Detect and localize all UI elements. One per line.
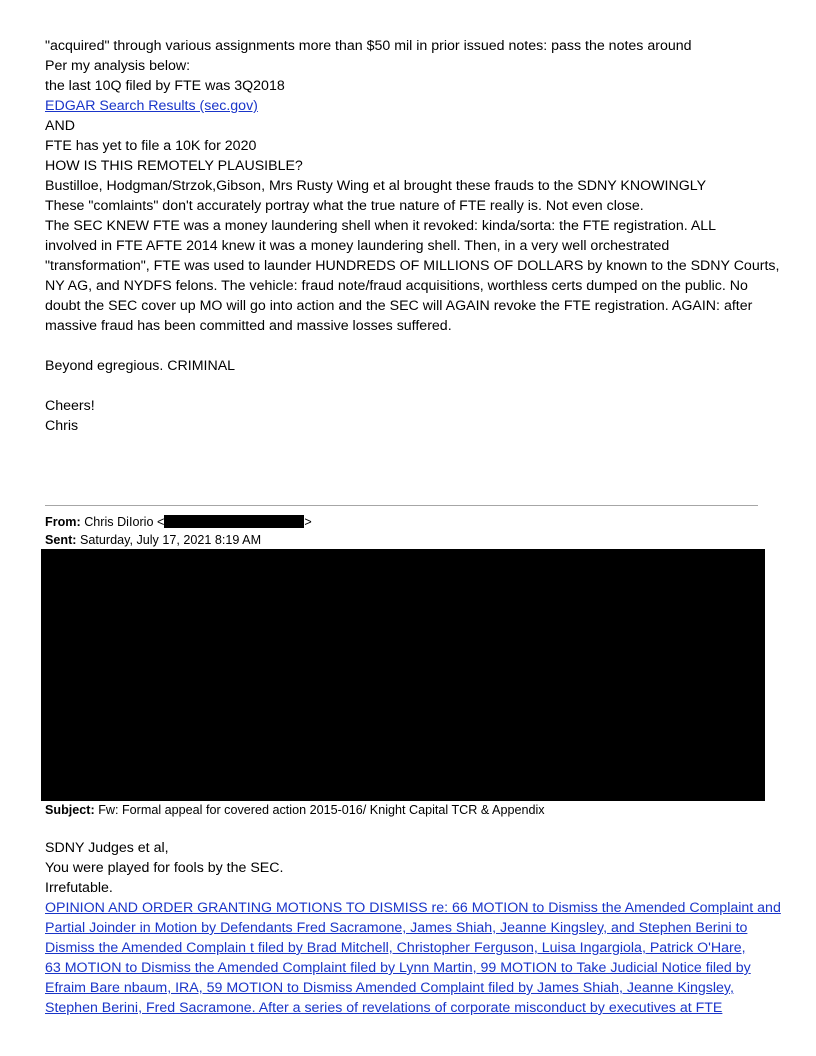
body-line: the last 10Q filed by FTE was 3Q2018 bbox=[45, 78, 285, 94]
body-line: doubt the SEC cover up MO will go into action and the SEC will AGAIN revoke the FTE registration. AGAIN: after bbox=[45, 298, 753, 314]
signoff-line: Chris bbox=[45, 418, 79, 434]
email-body-top bbox=[45, 36, 780, 336]
subject-value: Fw: Formal appeal for covered action 2015-016/ Knight Capital TCR & Appendix bbox=[98, 803, 545, 817]
body-line: massive fraud has been committed and massive losses suffered. bbox=[45, 318, 452, 334]
body-line: SDNY Judges et al, bbox=[45, 840, 169, 856]
opinion-order-link[interactable]: Partial Joinder in Motion by Defendants Fred Sacramone, James Shiah, Jeanne Kingsley, and Stephen Berini to bbox=[45, 920, 748, 936]
body-line: "transformation", FTE was used to launder HUNDREDS OF MILLIONS OF DOLLARS by known to the SDNY Courts, bbox=[45, 258, 780, 274]
from-close: > bbox=[304, 515, 312, 529]
signoff-line: Cheers! bbox=[45, 398, 95, 414]
body-line: Per my analysis below: bbox=[45, 58, 191, 74]
opinion-order-link[interactable]: OPINION AND ORDER GRANTING MOTIONS TO DISMISS re: 66 MOTION to Dismiss the Amended Complaint and bbox=[45, 900, 781, 916]
from-line bbox=[45, 513, 312, 531]
opinion-order-link[interactable]: 63 MOTION to Dismiss the Amended Complaint filed by Lynn Martin, 99 MOTION to Take Judicial Notice filed by bbox=[45, 960, 751, 976]
opinion-order-link[interactable]: Stephen Berini, Fred Sacramone. After a series of revelations of corporate misconduct by executives at FTE bbox=[45, 1000, 723, 1016]
body-line: The SEC KNEW FTE was a money laundering shell when it revoked: kinda/sorta: the FTE registration. ALL bbox=[45, 218, 717, 234]
redacted-email-address bbox=[164, 515, 304, 528]
body-line: HOW IS THIS REMOTELY PLAUSIBLE? bbox=[45, 158, 303, 174]
header-divider bbox=[45, 505, 758, 506]
body-line: You were played for fools by the SEC. bbox=[45, 860, 284, 876]
body-line: AND bbox=[45, 118, 75, 134]
subject-label: Subject: bbox=[45, 803, 95, 817]
body-line: Irrefutable. bbox=[45, 880, 113, 896]
body-line: involved in FTE AFTE 2014 knew it was a money laundering shell. Then, in a very well orchestrated bbox=[45, 238, 670, 254]
from-name: Chris DiIorio < bbox=[84, 515, 165, 529]
signoff bbox=[45, 396, 775, 436]
egregious-line: Beyond egregious. CRIMINAL bbox=[45, 358, 236, 374]
body-line: "acquired" through various assignments more than $50 mil in prior issued notes: pass the notes around bbox=[45, 38, 692, 54]
edgar-search-link[interactable]: EDGAR Search Results (sec.gov) bbox=[45, 98, 258, 114]
body-line: NY AG, and NYDFS felons. The vehicle: fraud note/fraud acquisitions, worthless certs dumped on the public. No bbox=[45, 278, 748, 294]
opinion-order-link[interactable]: Dismiss the Amended Complain t filed by Brad Mitchell, Christopher Ferguson, Luisa Ingargiola, Patrick O'Hare, bbox=[45, 940, 746, 956]
sent-value: Saturday, July 17, 2021 8:19 AM bbox=[79, 533, 262, 547]
body-line: FTE has yet to file a 10K for 2020 bbox=[45, 138, 257, 154]
body-line: Bustilloe, Hodgman/Strzok,Gibson, Mrs Rusty Wing et al brought these frauds to the SDNY KNOWINGLY bbox=[45, 178, 707, 194]
email-body-bottom bbox=[45, 838, 781, 1018]
from-label: From: bbox=[45, 515, 81, 529]
subject-line bbox=[45, 801, 545, 819]
sent-line bbox=[45, 531, 261, 549]
redacted-recipients-block bbox=[41, 549, 765, 801]
sent-label: Sent: bbox=[45, 533, 77, 547]
opinion-order-link[interactable]: Efraim Bare nbaum, IRA, 59 MOTION to Dismiss Amended Complaint filed by James Shiah, Jeanne Kingsley, bbox=[45, 980, 734, 996]
body-line: These "comlaints" don't accurately portray what the true nature of FTE really is. Not even close. bbox=[45, 198, 644, 214]
